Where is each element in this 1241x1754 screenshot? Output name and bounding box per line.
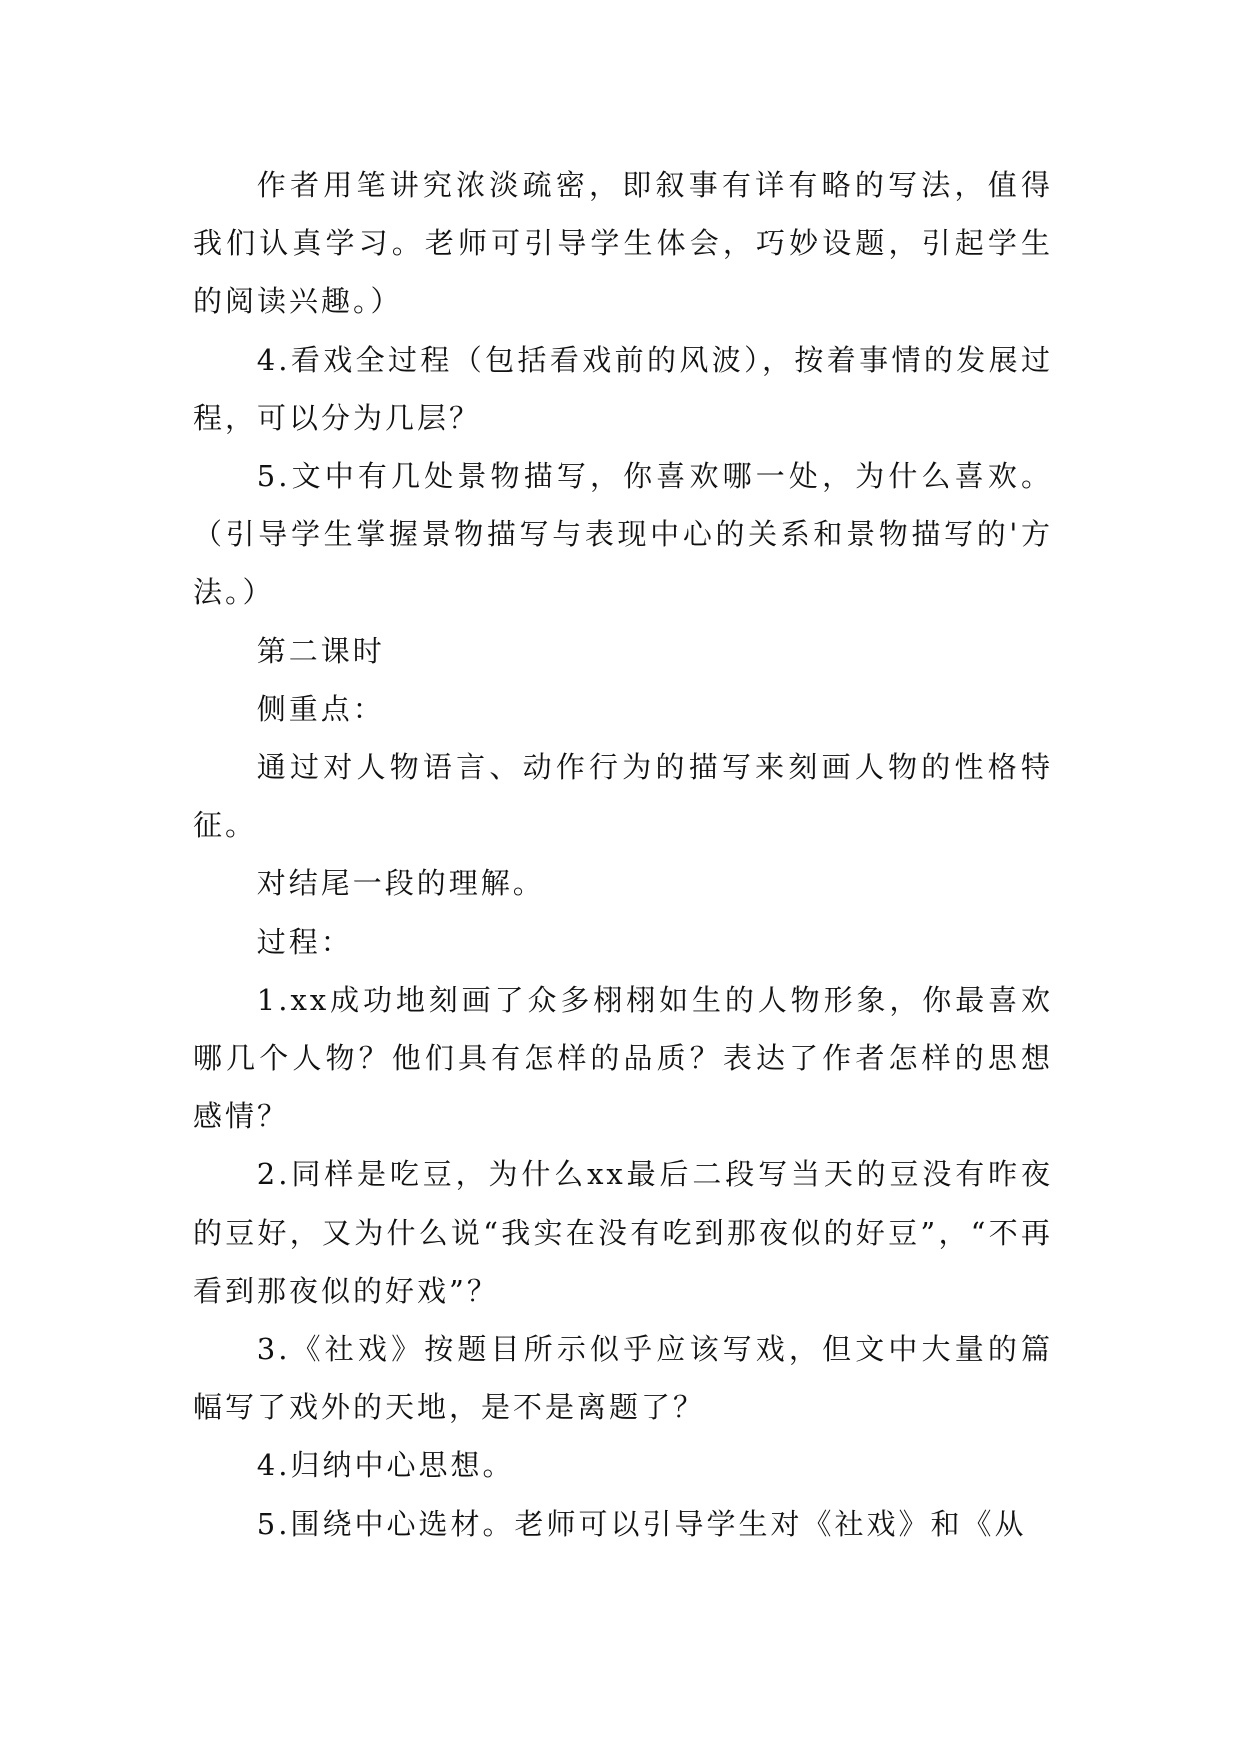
paragraph: 过程：	[256, 924, 353, 959]
document-body	[193, 156, 1053, 1553]
paragraph: 作者用笔讲究浓淡疏密，即叙事有详有略的写法，值得我们认真学习。老师可引导学生体会，巧妙设题，引起学生的阅读兴趣。）	[193, 168, 1053, 319]
paragraph: 5.围绕中心选材。老师可以引导学生对《社戏》和《从	[256, 1506, 1027, 1541]
paragraph: 4.归纳中心思想。	[256, 1448, 515, 1483]
paragraph: 5.文中有几处景物描写，你喜欢哪一处，为什么喜欢。（引导学生掌握景物描写与表现中心的关系和景物描写的'方法。）	[193, 459, 1053, 610]
paragraph: 2.同样是吃豆，为什么xx最后二段写当天的豆没有昨夜的豆好，又为什么说“我实在没有吃到那夜似的好豆”，“不再看到那夜似的好戏”？	[193, 1157, 1053, 1308]
paragraph: 3.《社戏》按题目所示似乎应该写戏，但文中大量的篇幅写了戏外的天地，是不是离题了？	[193, 1332, 1053, 1425]
paragraph: 对结尾一段的理解。	[256, 866, 545, 901]
paragraph: 通过对人物语言、动作行为的描写来刻画人物的性格特征。	[193, 750, 1053, 843]
paragraph: 1.xx成功地刻画了众多栩栩如生的人物形象，你最喜欢哪几个人物？他们具有怎样的品质？表达了作者怎样的思想感情？	[193, 982, 1053, 1134]
paragraph: 侧重点：	[256, 691, 385, 726]
paragraph: 第二课时	[256, 633, 385, 668]
paragraph: 4.看戏全过程（包括看戏前的风波），按着事情的发展过程，可以分为几层？	[193, 342, 1053, 435]
